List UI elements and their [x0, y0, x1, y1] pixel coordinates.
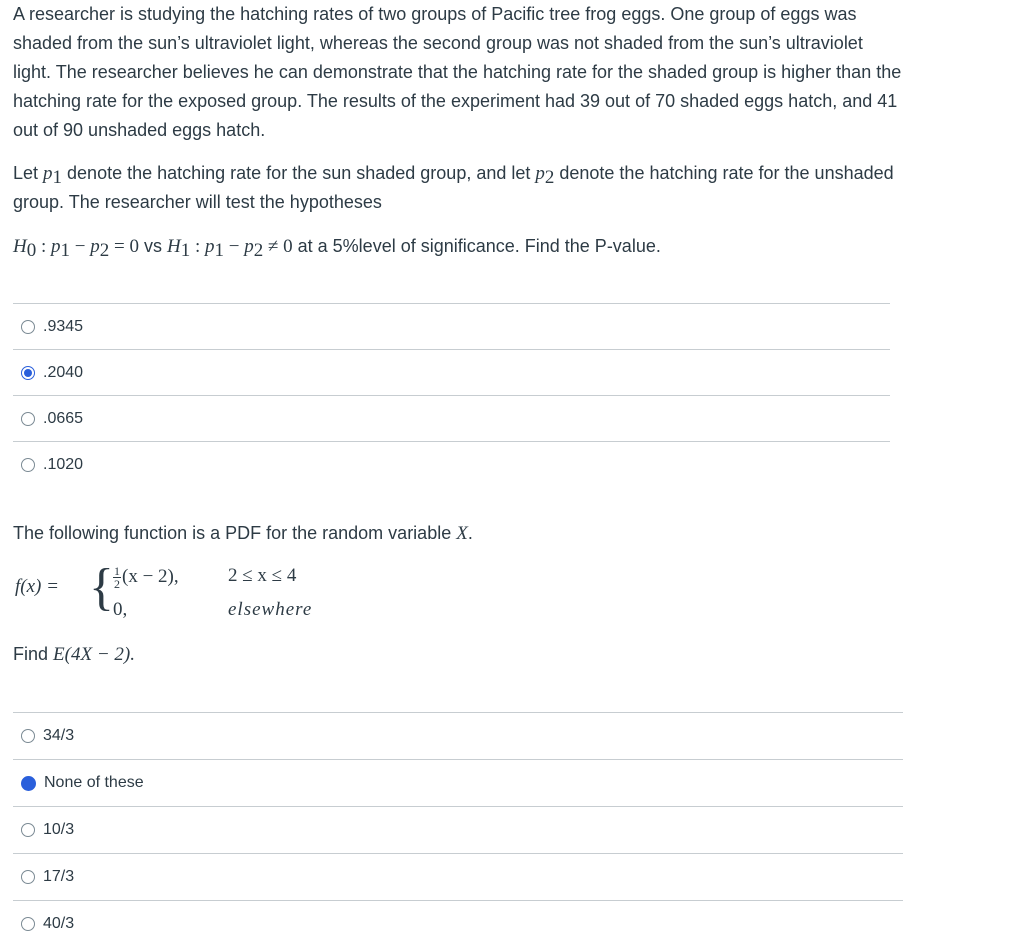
- answer-option-selected[interactable]: [13, 759, 903, 806]
- question-2-prompt: Find E(4X − 2).: [13, 644, 135, 665]
- pdf-condition-1: 2 ≤ x ≤ 4: [228, 565, 297, 586]
- radio-unselected-icon[interactable]: [21, 917, 35, 931]
- answer-option[interactable]: [13, 712, 903, 759]
- question-1-definition: Let $p_1$ denote the hatching rate for the sun shaded group, and let $p_2$ denote the hatching rate for the unshaded group. The researcher will test the hypotheses: [13, 163, 894, 212]
- radio-unselected-icon[interactable]: [21, 412, 35, 426]
- question-1-answers: [13, 303, 890, 487]
- answer-label: None of these: [44, 774, 144, 791]
- radio-unselected-icon[interactable]: [21, 823, 35, 837]
- answer-label: 34/3: [43, 727, 75, 744]
- pdf-condition-2: elsewhere: [228, 599, 313, 620]
- answer-label: .1020: [43, 455, 84, 473]
- answer-label: .0665: [43, 409, 84, 427]
- answer-option[interactable]: [13, 303, 890, 349]
- answer-label: .2040: [43, 363, 84, 381]
- answer-option-selected[interactable]: [13, 349, 890, 395]
- answer-option[interactable]: [13, 441, 890, 487]
- answer-option[interactable]: [13, 395, 890, 441]
- brace-symbol: {: [89, 559, 114, 616]
- answer-label: 10/3: [43, 821, 75, 838]
- question-2-answers: [13, 712, 903, 947]
- pdf-row-1: $\frac{1}{2}$ (x − 2),: [114, 564, 179, 591]
- radio-unselected-icon[interactable]: [21, 458, 35, 472]
- answer-option[interactable]: [13, 853, 903, 900]
- radio-unselected-icon[interactable]: [21, 320, 35, 334]
- radio-unselected-icon[interactable]: [21, 729, 35, 743]
- pdf-row-2: 0,: [113, 599, 128, 620]
- radio-selected-icon[interactable]: [21, 366, 35, 380]
- question-2-intro: The following function is a PDF for the random variable X.: [13, 523, 473, 544]
- radio-selected-icon[interactable]: [21, 776, 36, 791]
- radio-unselected-icon[interactable]: [21, 870, 35, 884]
- answer-label: 17/3: [43, 868, 75, 885]
- answer-label: .9345: [43, 317, 84, 335]
- pdf-definition: [13, 559, 413, 632]
- answer-label: 40/3: [43, 915, 75, 932]
- answer-option[interactable]: [13, 900, 903, 947]
- question-1-hypotheses: $H_0$ : $p_1 - p_2 = 0$ vs $H_1$ : $p_1 - p_2 \ne 0$ at a 5%level of significance. Find the P-value.: [13, 236, 661, 261]
- question-1-stem: A researcher is studying the hatching rates of two groups of Pacific tree frog eggs. One group of eggs was shaded from the sun’s ultraviolet light, whereas the second group was not shaded from the sun’s ultraviolet light. The researcher believes he can demonstrate that the hatching rate for the shaded group is higher than the hatching rate for the exposed group. The results of the experiment had 39 out of 70 shaded eggs hatch, and 41 out of 90 unshaded eggs hatch.: [13, 4, 902, 140]
- answer-option[interactable]: [13, 806, 903, 853]
- pdf-lhs: f(x) =: [15, 576, 59, 597]
